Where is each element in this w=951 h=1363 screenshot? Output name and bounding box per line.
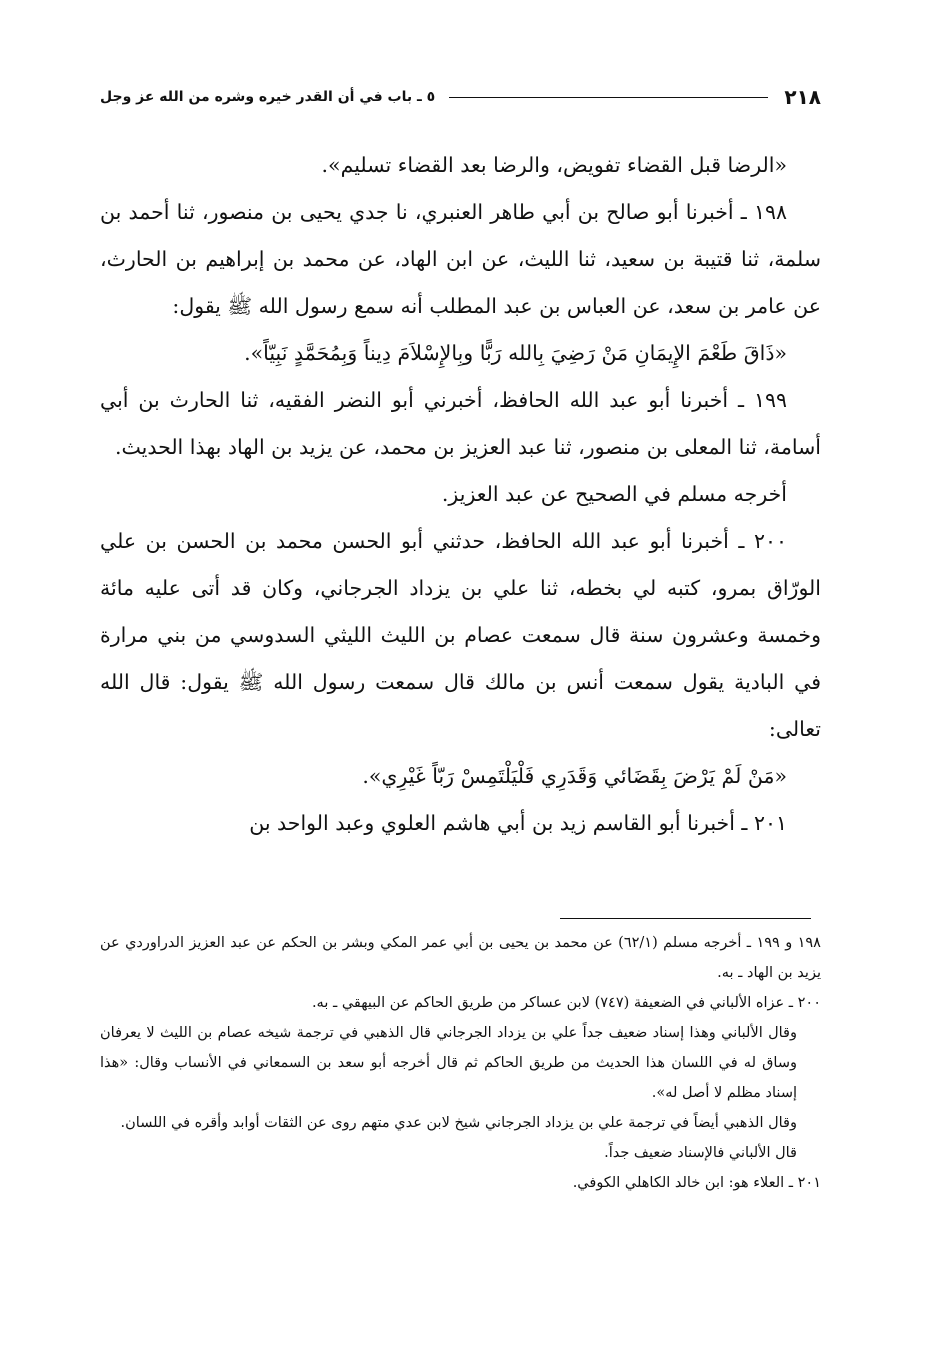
footnote-200-cont-3: قال الألباني فالإسناد ضعيف جداً.	[604, 1145, 797, 1161]
chapter-title: ٥ ـ باب في أن القدر خيره وشره من الله عز وجل	[100, 89, 436, 105]
footnote-198-199: ١٩٨ و ١٩٩ ـ أخرجه مسلم (٦٢/١) عن محمد بن يحيى بن أبي عمر المكي وبشر بن الحكم عن عبد العزيز الدراوردي عن يزيد بن الهاد ـ به.	[100, 935, 821, 981]
footnote-200: ٢٠٠ ـ عزاه الألباني في الضعيفة (٧٤٧) لابن عساكر من طريق الحاكم عن البيهقي ـ به.	[311, 995, 821, 1011]
quote-paragraph: «الرضا قبل القضاء تفويض، والرضا بعد القضاء تسليم».	[321, 153, 787, 177]
footnotes	[100, 928, 821, 1198]
footnote-200-cont-2: وقال الذهبي أيضاً في ترجمة علي بن يزداد الجرجاني شيخ لابن عدي متهم روى عن الثقات أوابد وأقره في اللسان.	[120, 1115, 797, 1131]
footnote-200-cont-1: وقال الألباني وهذا إسناد ضعيف جداً علي بن يزداد الجرجاني قال الذهبي في ترجمة شيخه عصام بن الليث لا يعرفان وساق له في اللسان هذا الحديث من طريق الحاكم ثم قال أخرجه أبو سعد بن السمعاني في الأنساب وقال: «هذا إسناد مظلم لا أصل له».	[100, 1025, 797, 1101]
running-header	[100, 82, 821, 112]
footnote-rule	[560, 918, 811, 919]
header-rule	[449, 97, 768, 98]
hadith-198: ١٩٨ ـ أخبرنا أبو صالح بن أبي طاهر العنبري، نا جدي يحيى بن منصور، ثنا أحمد بن سلمة، ثنا قتيبة بن سعيد، ثنا الليث، عن ابن الهاد، عن محمد بن إبراهيم بن الحارث، عن عامر بن سعد، عن العباس بن عبد المطلب أنه سمع رسول الله ﷺ يقول:	[100, 200, 821, 318]
footnote-201: ٢٠١ ـ العلاء هو: ابن خالد الكاهلي الكوفي.	[572, 1175, 821, 1191]
hadith-200-text: «مَنْ لَمْ يَرْضَ بِقَضَائي وَقَدَرِي فَلْيَلْتَمِسْ رَبّاً غَيْرِي».	[362, 764, 787, 788]
takhrij-note: أخرجه مسلم في الصحيح عن عبد العزيز.	[441, 482, 787, 506]
hadith-198-text: «ذَاقَ طَعْمَ الإِيمَانِ مَنْ رَضِيَ بِالله رَبًّا وبِالإِسْلاَمَ دِيناً وَبِمُحَمَّدٍ نَبِيّاً».	[244, 341, 787, 365]
page-number: ٢١٨	[784, 85, 821, 109]
main-text	[100, 142, 821, 847]
hadith-201: ٢٠١ ـ أخبرنا أبو القاسم زيد بن أبي هاشم العلوي وعبد الواحد بن	[249, 811, 787, 835]
hadith-199: ١٩٩ ـ أخبرنا أبو عبد الله الحافظ، أخبرني أبو النضر الفقيه، ثنا الحارث بن أبي أسامة، ثنا المعلى بن منصور، ثنا عبد العزيز بن محمد، عن يزيد بن الهاد بهذا الحديث.	[100, 388, 821, 459]
hadith-200: ٢٠٠ ـ أخبرنا أبو عبد الله الحافظ، حدثني أبو الحسن محمد بن الحسن بن علي الورّاق بمرو، كتبه لي بخطه، ثنا علي بن يزداد الجرجاني، وكان قد أتى عليه مائة وخمسة وعشرون سنة قال سمعت عصام بن الليث الليثي السدوسي من بني مرارة في البادية يقول سمعت أنس بن مالك قال سمعت رسول الله ﷺ يقول: قال الله تعالى:	[100, 529, 821, 741]
